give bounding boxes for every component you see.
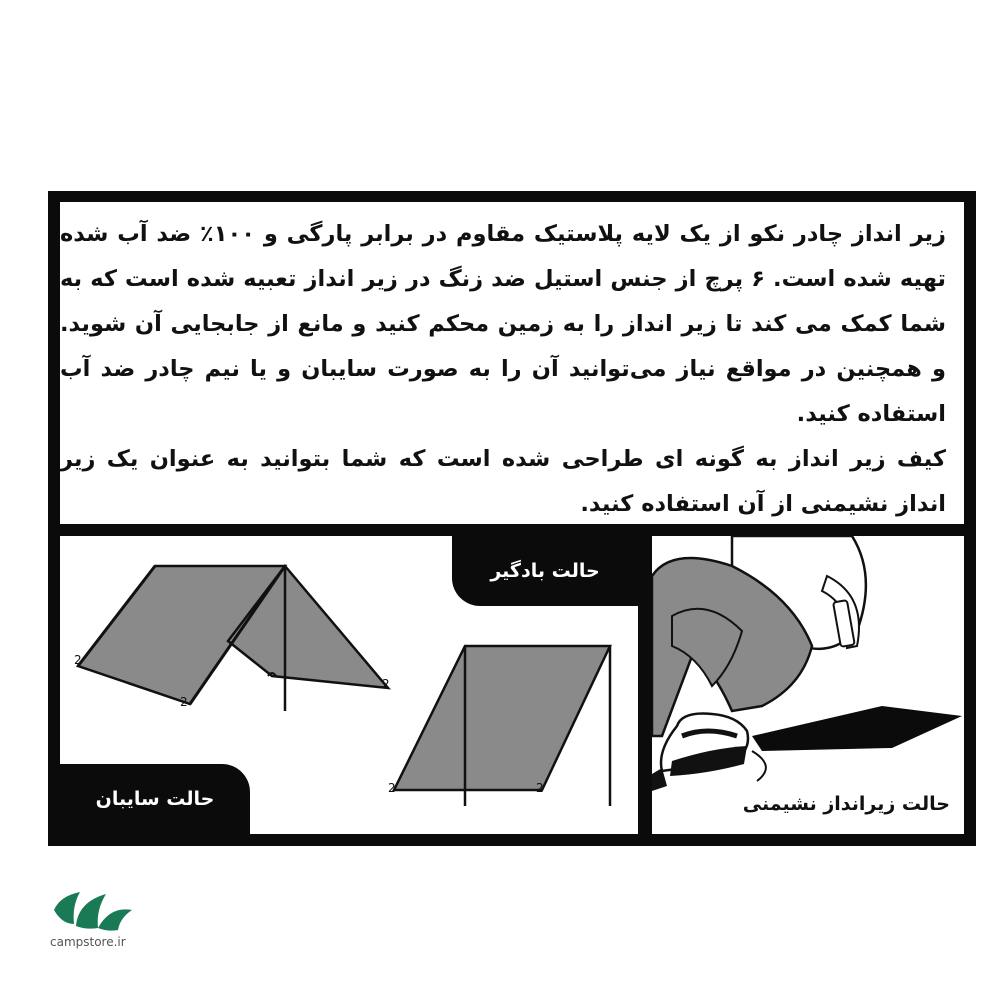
windbreak-mode-label: حالت بادگیر: [452, 536, 638, 606]
shelter-mode-label: حالت سایبان: [60, 764, 250, 834]
windbreak-tarp-illustration: [388, 646, 610, 806]
site-url: campstore.ir: [50, 935, 126, 949]
description-paragraph-1: زیر انداز چادر نکو از یک لایه پلاستیک مقاوم در برابر پارگی و ۱۰۰٪ ضد آب شده تهیه شده است. ۶ پرچ از جنس استیل ضد زنگ در زیر انداز تعبیه شده است که به شما کمک می کند تا زیر انداز را به زمین محکم کنید و مانع از جابجایی آن شوید. و همچنین در مواقع نیاز می‌توانید آن را به صورت سایبان و یا نیم چادر ضد آب استفاده کنید.: [60, 221, 947, 427]
svg-text:2: 2: [382, 677, 390, 691]
description-text: [60, 212, 954, 527]
seat-mode-panel: [652, 536, 964, 834]
a-frame-tarp-illustration: [74, 566, 390, 711]
description-box: [60, 202, 964, 524]
seat-mode-label: حالت زیرانداز نشیمنی: [742, 793, 950, 815]
svg-text:2: 2: [74, 653, 82, 667]
description-paragraph-2: کیف زیر انداز به گونه ای طراحی شده است که شما بتوانید به عنوان یک زیر انداز نشیمنی از آن استفاده کنید.: [60, 446, 946, 517]
tarp-modes-panel: [60, 536, 638, 834]
svg-text:2: 2: [388, 781, 396, 795]
svg-text:2: 2: [536, 781, 544, 795]
svg-text:2: 2: [180, 695, 188, 709]
